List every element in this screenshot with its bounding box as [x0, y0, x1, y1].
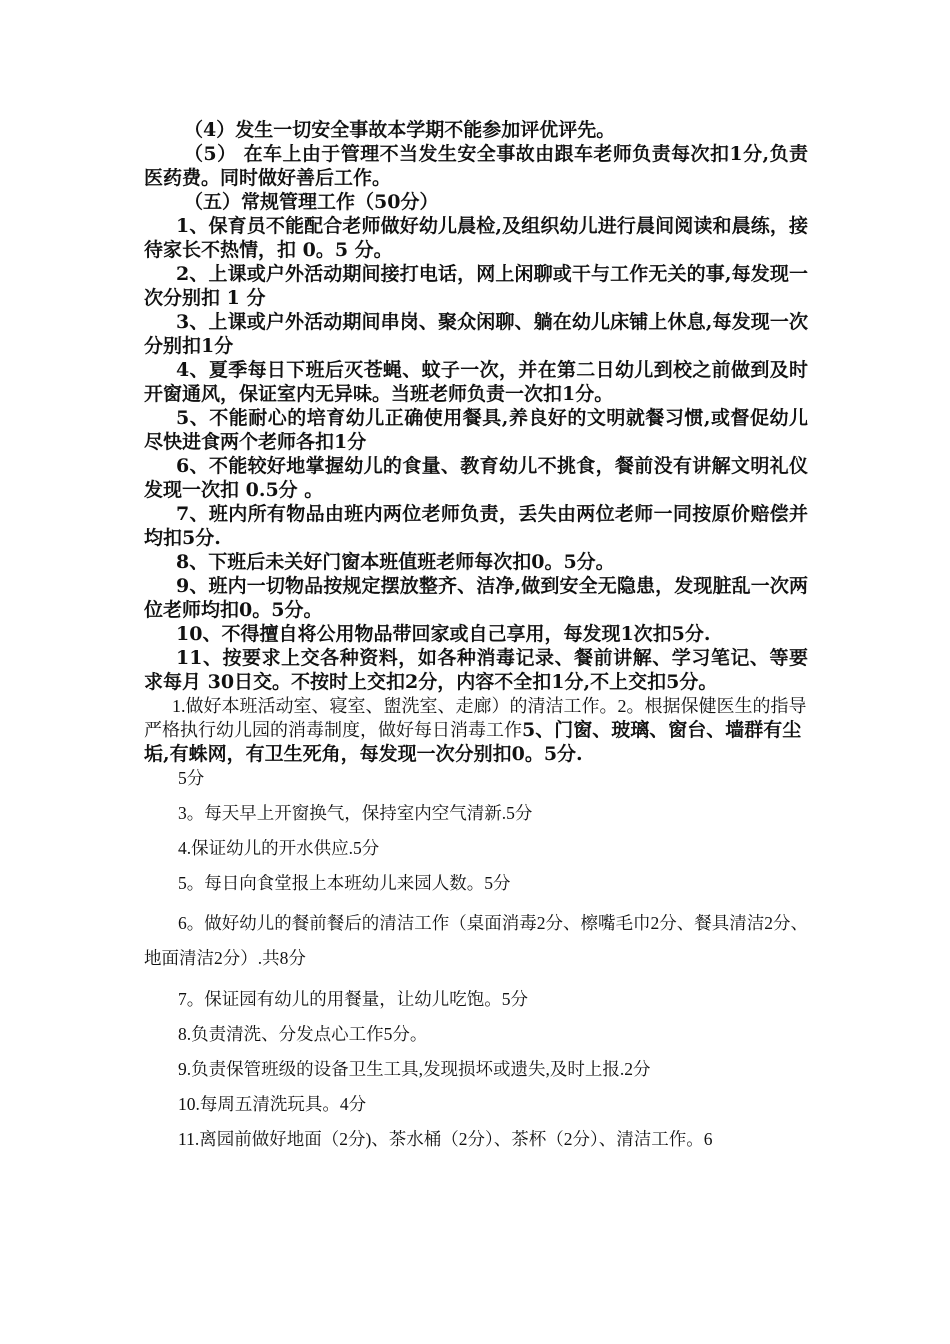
section-heading-routine-management: （五）常规管理工作（50分） — [184, 191, 439, 213]
routine-item-11: 11、按要求上交各种资料，如各种消毒记录、餐前讲解、学习笔记、等要求每月 30日交。不按时上交扣2分，内容不全扣1分,不上交扣5分。 — [144, 647, 808, 693]
duty-item-11: 11.离园前做好地面（2分)、茶水桶（2分）、茶杯（2分）、清洁工作。6 — [178, 1129, 713, 1149]
duty-item-3: 3。每天早上开窗换气，保持室内空气清新.5分 — [178, 803, 533, 823]
duty-item-7: 7。保证园有幼儿的用餐量，让幼儿吃饱。5分 — [178, 989, 528, 1009]
routine-item-8: 8、下班后未关好门窗本班值班老师每次扣0。5分。 — [176, 551, 615, 573]
routine-item-4: 4、夏季每日下班后灭苍蝇、蚊子一次，并在第二日幼儿到校之前做到及时开窗通风，保证室内无异味。当班老师负责一次扣1分。 — [144, 359, 808, 405]
routine-item-7: 7、班内所有物品由班内两位老师负责，丢失由两位老师一同按原价赔偿并均扣5分. — [144, 503, 808, 549]
duty-item-10: 10.每周五清洗玩具。4分 — [178, 1094, 367, 1114]
duty-item-8: 8.负责清洗、分发点心工作5分。 — [178, 1024, 428, 1044]
cleaning-penalty-text: 5、门窗、玻璃、窗台、墙群有尘垢,有蛛网，有卫生死角，每发现一次分别扣0。5分. — [144, 719, 802, 765]
rule-5-bus-safety: （5） 在车上由于管理不当发生安全事故由跟车老师负责每次扣1分,负责医药费。同时做好善后工作。 — [144, 143, 808, 189]
cleaning-duties-text: 1.做好本班活动室、寝室、盥洗室、走廊）的清洁工作。2。根据保健医生的指导严格执行幼儿园的消毒制度，做好每日消毒工作 — [144, 696, 807, 740]
score-line: 5分 — [178, 768, 205, 788]
duty-item-9: 9.负责保管班级的设备卫生工具,发现损坏或遗失,及时上报.2分 — [178, 1059, 651, 1079]
routine-item-10: 10、不得擅自将公用物品带回家或自己享用，每发现1次扣5分. — [176, 623, 711, 645]
document-page — [144, 118, 808, 1151]
routine-item-3: 3、上课或户外活动期间串岗、聚众闲聊、躺在幼儿床铺上休息,每发现一次分别扣1分 — [144, 311, 808, 357]
routine-item-1: 1、保育员不能配合老师做好幼儿晨检,及组织幼儿进行晨间阅读和晨练，接待家长不热情，扣 0。5 分。 — [144, 215, 808, 261]
routine-item-2: 2、上课或户外活动期间接打电话，网上闲聊或干与工作无关的事,每发现一次分别扣 1 分 — [144, 263, 808, 309]
routine-item-6: 6、不能较好地掌握幼儿的食量、教育幼儿不挑食，餐前没有讲解文明礼仪发现一次扣 0.5分 。 — [144, 455, 808, 501]
duty-item-6: 6。做好幼儿的餐前餐后的清洁工作（桌面消毒2分、檫嘴毛巾2分、餐具清洁2分、地面清洁2分）.共8分 — [144, 913, 808, 968]
duty-item-5: 5。每日向食堂报上本班幼儿来园人数。5分 — [178, 873, 511, 893]
routine-item-9: 9、班内一切物品按规定摆放整齐、洁净,做到安全无隐患，发现脏乱一次两位老师均扣0。5分。 — [144, 575, 808, 621]
rule-4-safety-award: （4）发生一切安全事故本学期不能参加评优评先。 — [184, 119, 616, 141]
routine-item-5: 5、不能耐心的培育幼儿正确使用餐具,养良好的文明就餐习惯,或督促幼儿尽快进食两个老师各扣1分 — [144, 407, 808, 453]
cleaning-duties-paragraph — [144, 694, 808, 766]
duty-item-4: 4.保证幼儿的开水供应.5分 — [178, 838, 380, 858]
